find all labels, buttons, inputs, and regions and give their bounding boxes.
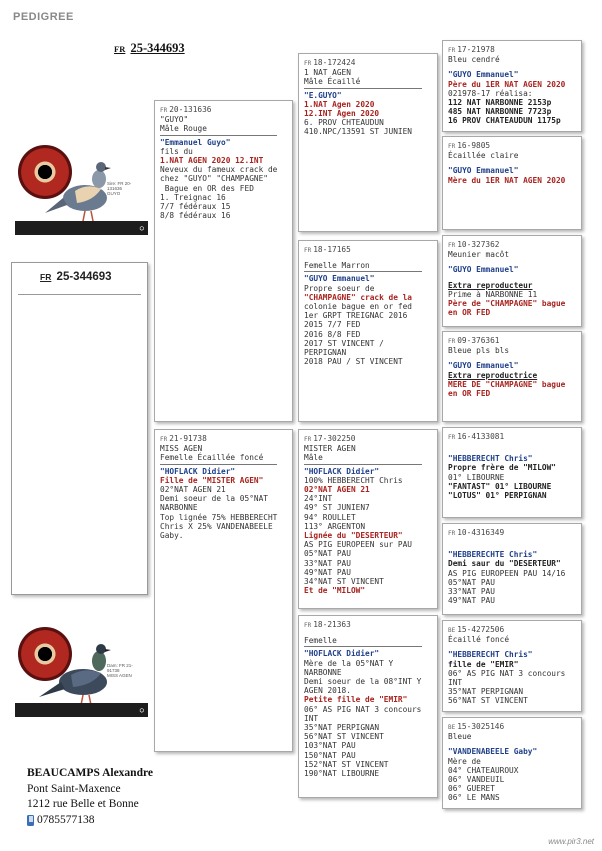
card-line: 150°NAT PAU [304,750,356,760]
logo-icon: ⬡ [139,226,144,232]
ring-country: FR [448,47,456,54]
breeder-phone[interactable]: 0785577138 [37,813,95,826]
card-line: 06° AS PIG NAT 3 concours [304,704,422,714]
card-ddd [442,717,582,809]
ring-number [448,722,576,732]
card-line: 06° LE MANS [448,793,500,803]
card-line: Femelle [304,636,337,646]
ring-country: FR [304,436,312,443]
card-line: 100% HEBBERECHT Chris [304,475,403,485]
card-line: 05°NAT PAU [448,577,495,587]
card-line: Meunier macôt [448,250,510,260]
card-line: Demi soeur de la 08°INT Y [304,677,422,687]
breeder-info [27,766,153,828]
card-sss [442,40,582,132]
card-line: Femelle Écaillée foncé [160,453,264,463]
card-line: 103°NAT PAU [304,741,356,751]
card-line: 01° LIBOURNE [448,472,505,482]
page-title: PEDIGREE [13,11,74,23]
subject-ring: FR 25-344693 [40,271,112,283]
card-line: Prime à NARBONNE 11 [448,289,538,299]
card-line: 06° GUERET [448,784,495,794]
card-ssd [442,136,582,230]
ring-number [448,240,576,250]
card-line: Mâle Rouge [160,124,207,134]
card-line: NARBONNE [304,667,342,677]
card-line: NARBONNE [160,503,198,513]
card-dam-sire [298,429,438,609]
owner-name: "GUYO Emmanuel" [448,166,519,176]
card-line: fils du [160,146,193,156]
card-line: 1 NAT AGEN [304,68,351,78]
card-line: 56°NAT ST VINCENT [304,732,384,742]
ring-country: FR [160,107,168,114]
ring-value: 18-172424 [313,58,356,67]
card-line: Extra reproductrice [448,370,538,380]
card-line: 34°NAT ST VINCENT [304,577,384,587]
owner-name: "GUYO Emmanuel" [448,361,519,371]
phone-icon [27,815,34,826]
logo-icon: ⬡ [139,708,144,714]
ring-number [304,58,432,68]
card-line: Propre frère de "MILOW" [448,463,556,473]
owner-name: "Emmanuel Guyo" [160,137,231,147]
ring-country: FR [448,242,456,249]
card-line: 33°NAT PAU [304,558,351,568]
ring-value: 15-4272506 [457,625,505,634]
card-line: AS PIG EUROPEEN sur PAU [304,540,412,550]
site-watermark[interactable]: www.pir3.net [548,837,594,846]
card-line: en OR FED [448,389,491,399]
breeder-city: Pont Saint-Maxence [27,782,121,795]
ring-value: 17-302250 [313,434,356,443]
ring-country: FR [304,60,312,67]
ring-number [448,625,576,635]
owner-name: "HEBBERECHT Chris" [448,454,533,464]
card-line: 1. Treignac 16 [160,192,226,202]
card-line: Mère du 1ER NAT AGEN 2020 [448,175,566,185]
ring-value: 09-376361 [457,336,500,345]
card-line: 06° VANDEUIL [448,775,505,785]
ring-value: 15-3025146 [457,722,505,731]
owner-name: "HOFLACK Didier" [304,649,380,659]
dam-photo [15,625,148,717]
card-line: 190°NAT LIBOURNE [304,769,380,779]
card-line: 152°NAT ST VINCENT [304,759,389,769]
ring-value: 10-327362 [457,240,500,249]
owner-name: "GUYO Emmanuel" [448,70,519,80]
ring-value: 21-91738 [169,434,207,443]
card-dds [442,620,582,712]
ring-value: 18-17165 [313,245,351,254]
ring-value: 10-4316349 [457,528,505,537]
photo-logo-bar [15,221,148,235]
ring-country: FR [448,434,456,441]
ring-number [448,141,576,151]
ring-value: 17-21978 [457,45,495,54]
ring-number [448,336,576,346]
card-line: Lignée du "DESERTEUR" [304,531,403,541]
card-line: 06° AS PIG NAT 3 concours [448,668,566,678]
card-dam-dam [298,615,438,798]
ring-number [304,434,432,444]
card-line: 33°NAT PAU [448,587,495,597]
card-line: Père de "CHAMPAGNE" bague [448,299,566,309]
photo-tag: Sire: FR 20-131636 GUYO [107,181,132,196]
owner-name: "GUYO Emmanuel" [448,265,519,275]
card-sire-dam [298,240,438,422]
card-line: "LOTUS" 01° PERPIGNAN [448,491,547,501]
owner-name: "GUYO Emmanuel" [304,274,375,284]
card-line: Fille de "MISTER AGEN" [160,475,264,485]
card-line: Mère de la 05°NAT Y [304,658,394,668]
card-line: Mère de [448,756,481,766]
ring-number [448,45,576,55]
card-line: INT [304,713,319,723]
ring-number [160,434,287,444]
ring-number [304,620,432,630]
card-line: Femelle Marron [304,261,370,271]
card-line: Bleue [448,732,472,742]
card-divider [160,464,277,465]
subject-divider [18,294,141,295]
card-line: Bague en OR des FED [160,183,254,193]
card-line: 6. PROV CHTEAUDUN [304,118,384,128]
card-sire [154,100,293,422]
card-line: chez "GUYO" "CHAMPAGNE" [160,174,268,184]
ring-country: BE [448,627,456,634]
card-line: 02°NAT AGEN 21 [304,485,370,495]
card-line: 7/7 fédéraux 15 [160,202,231,212]
card-sdd [442,331,582,422]
card-line: Chris X 25% VANDENABEELE [160,521,273,531]
card-line: INT [448,678,463,688]
card-line: Demi soeur de la 05°NAT [160,494,268,504]
card-line: Extra reproducteur [448,280,533,290]
card-line: Et de "MILOW" [304,586,366,596]
card-line: MISTER AGEN [304,444,356,454]
owner-name: "HOFLACK Didier" [304,466,380,476]
ring-number [160,105,287,115]
card-line: Top lignée 75% HEBBERECHT [160,512,278,522]
owner-name: "HOFLACK Didier" [160,466,236,476]
ring-country: FR [448,338,456,345]
card-line: MISS AGEN [160,444,203,454]
ring-value: 18-21363 [313,620,351,629]
card-divider [304,646,422,647]
card-line: Écaillée claire [448,151,519,161]
card-line: "GUYO" [160,115,189,125]
card-line: 112 NAT NARBONNE 2153p [448,98,552,108]
card-line: 94° ROULLET [304,512,356,522]
card-dss [442,427,582,518]
subject-box [11,262,148,595]
card-line: Bleu cendré [448,55,500,65]
ring-value: 16-9805 [457,141,491,150]
card-line: 35°NAT PERPIGNAN [304,723,380,733]
ring-number [448,432,576,442]
card-line: "CHAMPAGNE" crack de la [304,292,412,302]
card-line: Mâle Écaillé [304,77,361,87]
ring-number [448,528,576,538]
card-dsd [442,523,582,615]
card-divider [304,271,422,272]
card-line: 49°NAT PAU [448,596,495,606]
card-line: 49°NAT PAU [304,567,351,577]
card-line: 02°NAT AGEN 21 [160,485,226,495]
card-line: colonie bague en or fed [304,302,412,312]
ring-country: FR [304,247,312,254]
card-line: 1er GRPT TREIGNAC 2016 [304,311,408,321]
photo-logo-bar [15,703,148,717]
breeder-name: BEAUCAMPS Alexandre [27,767,153,779]
card-sds [442,235,582,327]
photo-tag: Dam: FR 21-91738 MISS AGEN [107,663,133,678]
card-line: Neveux du fameux crack de [160,165,278,175]
breeder-address: 1212 rue Belle et Bonne [27,798,139,810]
card-line: 2018 PAU / ST VINCENT [304,357,403,367]
card-line: AGEN 2018. [304,686,351,696]
ring-country: FR [448,143,456,150]
card-line: "FANTAST" 01° LIBOURNE [448,481,552,491]
card-line: MERE DE "CHAMPAGNE" bague [448,379,566,389]
ring-country: BE [448,724,456,731]
card-line: 1.NAT AGEN 2020 12.INT [160,156,264,166]
card-line: fille de "EMIR" [448,659,519,669]
card-line: 410.NPC/13591 ST JUNIEN [304,127,412,137]
card-line: AS PIG EUROPEEN PAU 14/16 [448,568,566,578]
owner-name: "E.GUYO" [304,90,342,100]
card-line: Propre soeur de [304,283,375,293]
card-line: Petite fille de "EMIR" [304,695,408,705]
card-line: 8/8 fédéraux 16 [160,211,231,221]
breeder-phone-row [27,813,153,829]
card-line: Écaillé foncé [448,635,510,645]
owner-name: "HEBBERECHTE Chris" [448,550,538,560]
card-line: Gaby. [160,531,184,541]
card-line: 2015 7/7 FED [304,320,361,330]
card-line: 2017 ST VINCENT / [304,338,384,348]
ring-value: 20-131636 [169,105,212,114]
card-line: Père du 1ER NAT AGEN 2020 [448,79,566,89]
card-line: 56°NAT ST VINCENT [448,696,528,706]
ring-value: 16-4133081 [457,432,505,441]
card-sire-sire [298,53,438,232]
card-line: 12.INT Agen 2020 [304,109,380,119]
ring-country: FR [448,530,456,537]
card-line: 021978-17 réalisa: [448,88,533,98]
card-line: 04° CHATEAUROUX [448,765,519,775]
card-line: 16 PROV CHATEAUDUN 1175p [448,116,561,126]
card-line: Mâle [304,453,323,463]
card-line: 485 NAT NARBONNE 7723p [448,107,552,117]
card-line: 1.NAT Agen 2020 [304,99,375,109]
ring-country: FR [160,436,168,443]
card-divider [304,464,422,465]
ring-number [304,245,432,255]
card-line: 49° ST JUNIEN7 [304,503,370,513]
card-line: PERPIGNAN [304,348,347,358]
sire-photo [15,143,148,235]
card-divider [304,88,422,89]
card-line: 24°INT [304,494,333,504]
owner-name: "VANDENABEELE Gaby" [448,747,538,757]
card-line: 2016 8/8 FED [304,329,361,339]
main-ring-number: FR 25-344693 [114,41,185,55]
card-dam [154,429,293,752]
card-divider [160,135,277,136]
owner-name: "HEBBERECHT Chris" [448,650,533,660]
card-line: Demi saur du "DESERTEUR" [448,559,561,569]
card-line: 05°NAT PAU [304,549,351,559]
ring-country: FR [304,622,312,629]
card-line: en OR FED [448,308,491,318]
card-line: 35°NAT PERPIGNAN [448,687,524,697]
card-line: 113° ARGENTON [304,521,366,531]
card-line: Bleue pls bls [448,346,510,356]
